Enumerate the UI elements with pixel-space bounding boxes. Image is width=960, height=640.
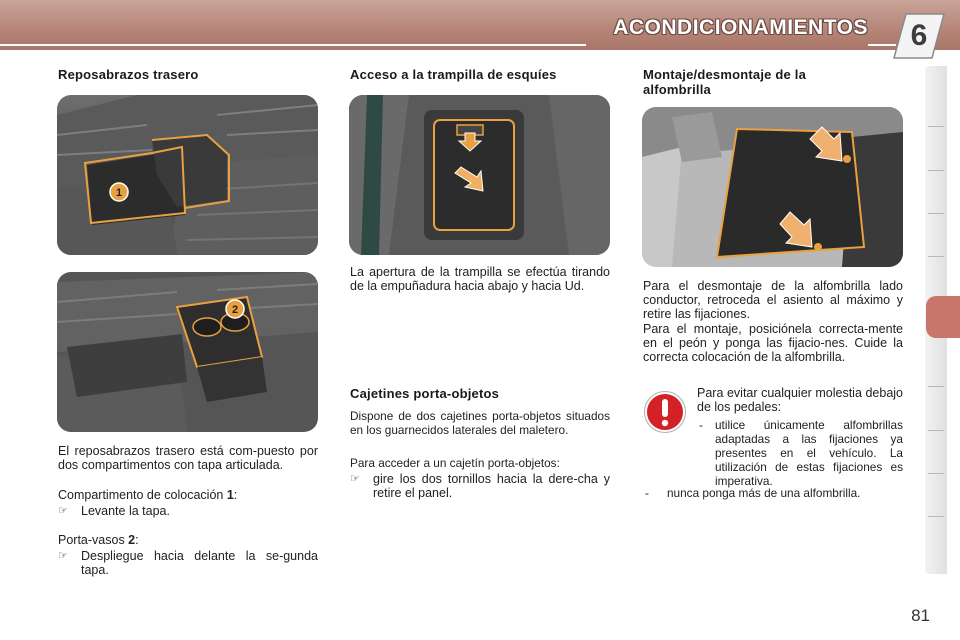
tab-divider <box>928 126 944 127</box>
chapter-number: 6 <box>910 19 928 52</box>
tab-divider <box>928 473 944 474</box>
ski-hatch-description: La apertura de la trampilla se efectúa tirando de la empuñadura hacia abajo y hacia Ud. <box>350 265 610 293</box>
pointing-hand-icon: ☞ <box>58 505 68 517</box>
warning-icon <box>644 391 686 433</box>
warning-item-1: - utilice únicamente alfombrillas adaptadas a las fijaciones ya presentes en el vehículo. La utilización de estas fijaciones es imperativa. <box>699 418 903 488</box>
storage-step: ☞ gire los dos tornillos hacia la dere-cha y retire el panel. <box>350 472 610 500</box>
chapter-tab-active[interactable] <box>926 296 960 338</box>
floor-mat-fitting: Para el montaje, posiciónela correcta-mente en el peón y ponga las fijacio-nes. Cuide la correcta colocación de la alfombrilla. <box>643 322 903 364</box>
tab-divider <box>928 516 944 517</box>
section-heading-ski-hatch: Acceso a la trampilla de esquíes <box>350 67 557 82</box>
tab-divider <box>928 213 944 214</box>
section-heading-armrest: Reposabrazos trasero <box>58 67 199 82</box>
compartment-step: ☞ Levante la tapa. <box>58 504 170 518</box>
header-rule-left <box>0 44 586 46</box>
storage-access-label: Para acceder a un cajetín porta-objetos: <box>350 456 560 470</box>
floor-mat-removal: Para el desmontaje de la alfombrilla lado conductor, retroceda el asiento al máximo y retire las fijaciones. <box>643 279 903 321</box>
armrest-photo-1 <box>57 95 318 255</box>
compartment-label: Compartimento de colocación 1: <box>58 488 238 502</box>
tab-divider <box>928 430 944 431</box>
armrest-description: El reposabrazos trasero está com-puesto por dos compartimentos con tapa articulada. <box>58 444 318 472</box>
section-heading-floor-mat: Montaje/desmontaje de la alfombrilla <box>643 67 807 97</box>
callout-1: 1 <box>115 187 123 199</box>
page-number: 81 <box>911 606 930 625</box>
tab-divider <box>928 256 944 257</box>
pointing-hand-icon: ☞ <box>350 473 360 485</box>
warning-item-2: - nunca ponga más de una alfombrilla. <box>645 486 861 500</box>
section-heading-storage-boxes: Cajetines porta-objetos <box>350 386 500 401</box>
warning-intro: Para evitar cualquier molestia debajo de los pedales: <box>697 386 903 414</box>
armrest-photo-2 <box>57 272 318 432</box>
tab-divider <box>928 386 944 387</box>
cupholder-step: ☞ Despliegue hacia delante la se-gunda tapa. <box>58 549 318 577</box>
tab-divider <box>928 170 944 171</box>
chapter-title: ACONDICIONAMIENTOS <box>613 16 868 39</box>
storage-description: Dispone de dos cajetines porta-objetos situados en los guarnecidos laterales del maletero. <box>350 409 610 437</box>
ski-hatch-photo <box>349 95 610 255</box>
floor-mat-photo <box>642 107 903 267</box>
cupholder-label: Porta-vasos 2: <box>58 533 139 547</box>
callout-2: 2 <box>231 304 239 316</box>
header-rule-right <box>868 44 896 46</box>
pointing-hand-icon: ☞ <box>58 550 68 562</box>
